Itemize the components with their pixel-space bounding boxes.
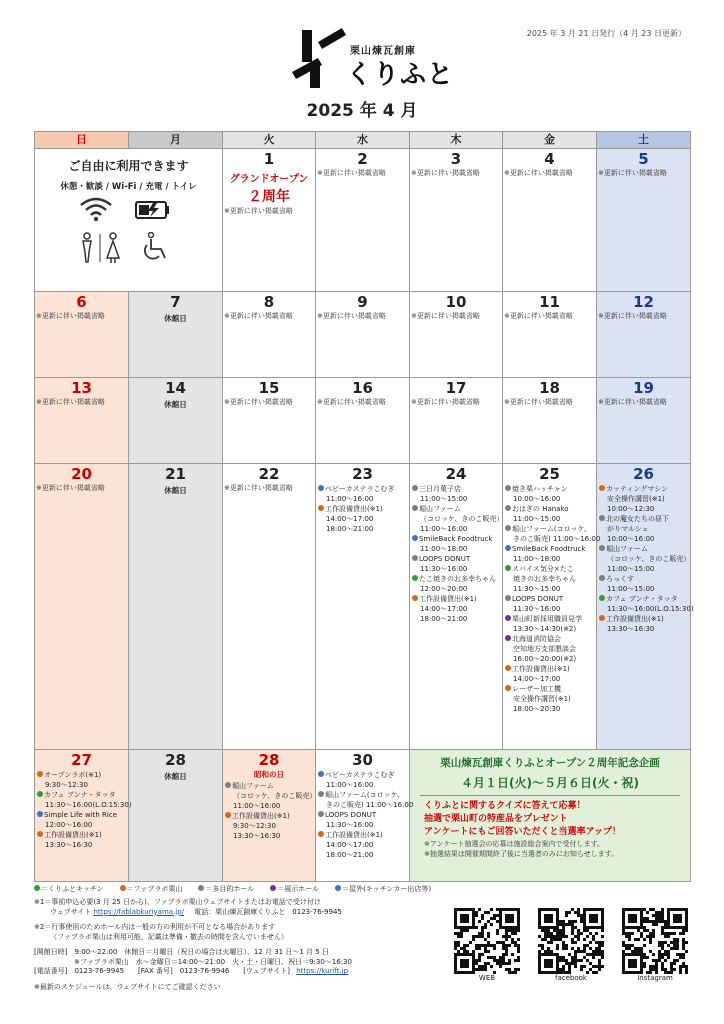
omitted-note: ※更新に伴い掲載省略 xyxy=(411,398,480,406)
day-number: 26 xyxy=(633,465,654,483)
omitted-note: ※更新に伴い掲載省略 xyxy=(36,398,105,406)
week-row-2 xyxy=(35,292,691,378)
promo-line-1: くりふとに関するクイズに答えて応募！ xyxy=(424,801,586,811)
venue-dot-icon xyxy=(505,565,511,571)
day-cell-8 xyxy=(223,292,316,378)
event-detail: 11:00～18:00 xyxy=(513,555,561,563)
omitted-note: ※更新に伴い掲載省略 xyxy=(598,398,667,406)
event-title: おはぎの Hanako xyxy=(505,504,595,514)
venue-dot-icon xyxy=(505,615,511,621)
event-title: 堀山ファーム xyxy=(599,544,689,554)
closed-label: 休館日 xyxy=(164,400,187,409)
event-title: 栗山町新採用職員見学 xyxy=(505,614,595,624)
free-use-amenities: 休憩・歓談 / Wi-Fi / 充電 / トイレ xyxy=(60,182,197,192)
omitted-note: ※更新に伴い掲載省略 xyxy=(411,169,480,177)
event-detail: きのこ販売) 11:00～16:00 xyxy=(513,535,601,543)
logo-subtitle: 栗山煉瓦創庫 xyxy=(350,46,416,57)
event-detail: 11:30～16:00 xyxy=(513,605,561,613)
promo-line-2: 抽選で栗山町の特産品をプレゼント xyxy=(424,814,568,824)
grand-open-label: グランドオープン xyxy=(229,174,309,185)
venue-dot-icon xyxy=(318,831,324,837)
venue-dot-icon xyxy=(505,665,511,671)
venue-dot-icon xyxy=(225,812,231,818)
event-detail: 11:00～16:00 xyxy=(326,495,374,503)
weekday-tue: 火 xyxy=(223,132,316,149)
venue-dot-icon xyxy=(318,811,324,817)
event-title: たこ焼きのお多幸ちゃん xyxy=(412,574,501,584)
free-use-panel xyxy=(35,149,223,292)
omitted-note: ※更新に伴い掲載省略 xyxy=(504,398,573,406)
event-detail: 11:00～15:00 xyxy=(607,585,655,593)
event-detail: 11:00～18:00 xyxy=(420,545,468,553)
omitted-note: ※更新に伴い掲載省略 xyxy=(317,398,386,406)
holiday-label: 昭和の日 xyxy=(254,770,284,779)
day-number: 28 xyxy=(258,751,280,769)
day-cell-20 xyxy=(35,464,129,750)
event-list xyxy=(410,483,502,624)
promo-title: 栗山煉瓦創庫くりふとオープン２周年記念企画 xyxy=(440,757,660,769)
legend-dot-icon xyxy=(34,885,40,891)
event-detail: きのこ販売) 11:00～16:00 xyxy=(326,801,414,809)
event-detail: 11:30～16:00(L.O.15:30) xyxy=(607,605,694,613)
event-detail: 14:00～17:00 xyxy=(420,605,468,613)
day-number: 7 xyxy=(170,293,181,311)
promo-note-2: ※抽選結果は開催期間終了後に当選者のみにお知らせします。 xyxy=(424,850,619,858)
anniversary-promo-panel xyxy=(410,750,691,882)
page-title: 2025 年 4 月 xyxy=(306,101,418,121)
event-detail: 焼きのお多幸ちゃん xyxy=(513,575,576,583)
event-detail: （コロッケ、きのこ販売） xyxy=(607,555,691,563)
qr-label: facebook xyxy=(555,974,587,982)
info-hours: [開館日時] 9:00～22:00 休館日＝月曜日（祝日の場合は火曜日）、12 月 31 日～1 月 5 日 xyxy=(34,948,329,956)
event-title: 工作設備貸出(※1) xyxy=(412,594,501,604)
event-title: オープンラボ(※1) xyxy=(37,770,127,780)
weekday-thu: 木 xyxy=(410,132,503,149)
venue-dot-icon xyxy=(412,595,418,601)
info-fablab-hours: ※ファブラボ栗山 水～金曜日＝14:00～21:00 火・土・日曜日、祝日＝9:30～16:30 xyxy=(74,957,352,966)
day-cell-10 xyxy=(410,292,503,378)
day-number: 19 xyxy=(633,379,654,397)
event-title: スパイス気分×たこ xyxy=(505,564,595,574)
venue-dot-icon xyxy=(599,615,605,621)
event-title: カフェ ブンナ・タッタ xyxy=(37,790,127,800)
day-cell-21 xyxy=(129,464,223,750)
footnote-website-label: ウェブサイト xyxy=(50,907,92,916)
event-detail: 11:30～16:00(L.O.15:30) xyxy=(45,801,132,809)
battery-icon xyxy=(135,200,171,220)
event-title: 焼き栗ハッチャン xyxy=(505,484,595,494)
event-title: 工作設備貸出(※1) xyxy=(318,830,408,840)
footnote-2: ※2＝行事使用のためホール内は一般の方の利用が不可となる場合があります xyxy=(34,923,276,931)
event-title: ベビーカステラこむぎ xyxy=(318,770,408,780)
promo-line-3: アンケートにもご回答いただくと当選率アップ！ xyxy=(424,827,621,837)
event-detail: 18:00～21:00 xyxy=(326,525,374,533)
footnote-1-contact xyxy=(34,908,454,918)
day-cell-4 xyxy=(503,149,597,292)
day-number: 30 xyxy=(352,751,373,769)
day-cell-12 xyxy=(597,292,691,378)
omitted-note: ※更新に伴い掲載省略 xyxy=(504,312,573,320)
event-title: 北海道消防協会 xyxy=(505,634,595,644)
event-detail: 13:30～16:30 xyxy=(45,841,93,849)
event-detail: がりマルシェ xyxy=(607,525,649,533)
event-title: 工作設備貸出(※1) xyxy=(505,664,595,674)
qr-code-icon xyxy=(622,908,688,974)
event-title: 工作設備貸出(※1) xyxy=(225,811,314,821)
legend-dot-icon xyxy=(198,885,204,891)
legend-item: ＝展示ホール xyxy=(270,885,319,893)
event-detail: 14:00～17:00 xyxy=(326,841,374,849)
venue-dot-icon xyxy=(599,545,605,551)
event-title: レーザー加工機 xyxy=(505,684,595,694)
event-title: 工作設備貸出(※1) xyxy=(599,614,689,624)
closed-label: 休館日 xyxy=(164,772,187,781)
day-number: 15 xyxy=(258,379,280,397)
legend-item: ＝屋外(キッチンカー出店等) xyxy=(335,885,431,893)
day-cell-25 xyxy=(503,464,601,750)
event-list xyxy=(316,483,409,534)
event-detail: （コロッケ、きのこ販売） xyxy=(233,792,317,800)
omitted-note: ※更新に伴い掲載省略 xyxy=(317,312,386,320)
qr-label: WEB xyxy=(478,974,496,982)
legend-dot-icon xyxy=(335,885,341,891)
issued-date: 2025 年 3 月 21 日発行（4 月 23 日更新） xyxy=(526,29,686,38)
event-detail: 9:30～12:30 xyxy=(233,822,276,830)
event-detail: 18:00～20:30 xyxy=(513,705,561,713)
event-detail: 16:00～20:00(※2) xyxy=(513,655,577,663)
venue-dot-icon xyxy=(412,505,418,511)
day-number: 27 xyxy=(71,751,92,769)
event-title: LOOPS DONUT xyxy=(412,554,501,564)
legend-dot-icon xyxy=(120,885,126,891)
event-title: 堀山ファーム(コロッケ、 xyxy=(318,790,408,800)
event-detail: 9:30～12:30 xyxy=(45,781,88,789)
day-cell-11 xyxy=(503,292,597,378)
weekday-sat: 土 xyxy=(597,132,691,149)
closed-label: 休館日 xyxy=(164,486,187,495)
day-number: 22 xyxy=(258,465,280,483)
event-detail: （コロッケ、きのこ販売） xyxy=(420,515,504,523)
venue-dot-icon xyxy=(412,555,418,561)
calendar-table xyxy=(34,131,694,882)
kurift-logo xyxy=(288,22,458,92)
day-number: 8 xyxy=(263,293,275,311)
day-number: 16 xyxy=(352,379,373,397)
day-cell-30 xyxy=(316,750,414,882)
omitted-note: ※更新に伴い掲載省略 xyxy=(317,169,386,177)
event-title: 堀山ファーム xyxy=(412,504,501,514)
event-detail: 10:00～16:00 xyxy=(607,535,655,543)
venue-dot-icon xyxy=(505,545,511,551)
venue-dot-icon xyxy=(412,575,418,581)
event-detail: 11:00～16:00 xyxy=(233,802,281,810)
venue-dot-icon xyxy=(599,485,605,491)
week-row-1 xyxy=(35,149,691,292)
promo-date: ４月１日(火)～５月６日(火・祝) xyxy=(461,776,639,790)
event-title: カッティングマシン xyxy=(599,484,689,494)
day-cell-6 xyxy=(35,292,129,378)
event-title: SmileBack Foodtruck xyxy=(505,544,595,554)
day-cell-26 xyxy=(597,464,694,750)
week-row-4 xyxy=(35,464,691,750)
wifi-icon xyxy=(79,196,113,222)
event-detail: 10:00～16:00 xyxy=(513,495,561,503)
day-number: 9 xyxy=(357,293,368,311)
event-title: ベビーカステラこむぎ xyxy=(318,484,408,494)
day-cell-1 xyxy=(223,149,316,292)
omitted-note: ※更新に伴い掲載省略 xyxy=(224,398,293,406)
omitted-note: ※更新に伴い掲載省略 xyxy=(598,312,667,320)
event-list xyxy=(503,483,601,714)
weekday-wed: 水 xyxy=(316,132,410,149)
venue-dot-icon xyxy=(505,635,511,641)
info-contact xyxy=(34,967,454,977)
day-cell-5 xyxy=(597,149,691,292)
event-title: LOOPS DONUT xyxy=(318,810,408,820)
event-title: 堀山ファーム(コロッケ、 xyxy=(505,524,595,534)
day-cell-15 xyxy=(223,378,316,464)
restroom-icon xyxy=(77,232,123,264)
omitted-note: ※更新に伴い掲載省略 xyxy=(36,484,105,492)
day-number: 3 xyxy=(450,150,462,168)
day-cell-18 xyxy=(503,378,597,464)
omitted-note: ※更新に伴い掲載省略 xyxy=(224,312,293,320)
event-detail: 11:30～16:00 xyxy=(420,565,468,573)
logo-title: くりふと xyxy=(346,60,455,90)
event-title: 堀山ファーム xyxy=(225,781,314,791)
event-detail: 安全操作講習(※1) xyxy=(607,495,665,503)
venue-dot-icon xyxy=(37,811,43,817)
free-use-title: ご自由に利用できます xyxy=(68,159,189,173)
day-number: 10 xyxy=(445,293,467,311)
venue-dot-icon xyxy=(37,791,43,797)
event-title: LOOPS DONUT xyxy=(505,594,595,604)
venue-dot-icon xyxy=(225,782,231,788)
day-number: 28 xyxy=(165,751,186,769)
weekday-mon: 月 xyxy=(129,132,223,149)
omitted-note: ※更新に伴い掲載省略 xyxy=(598,169,667,177)
day-cell-14 xyxy=(129,378,223,464)
day-cell-29 xyxy=(223,750,316,882)
promo-divider xyxy=(420,795,680,796)
event-detail: 12:00～16:00 xyxy=(45,821,93,829)
venue-dot-icon xyxy=(318,771,324,777)
day-number: 12 xyxy=(633,293,654,311)
qr-facebook[interactable] xyxy=(536,908,606,982)
omitted-note: ※更新に伴い掲載省略 xyxy=(224,207,293,215)
venue-dot-icon xyxy=(505,485,511,491)
venue-dot-icon xyxy=(505,505,511,511)
day-number: 6 xyxy=(76,293,87,311)
event-detail: 14:00～17:00 xyxy=(513,675,561,683)
event-title: ろっくす xyxy=(599,574,689,584)
day-number: 2 xyxy=(357,150,368,168)
footnote-phone: 電話：栗山煉瓦創庫くりふと 0123-76-9945 xyxy=(194,907,342,916)
qr-label: Instagram xyxy=(637,974,673,982)
event-title: 三日月菓子店 xyxy=(412,484,501,494)
day-number: 14 xyxy=(165,379,186,397)
day-cell-19 xyxy=(597,378,691,464)
day-number: 17 xyxy=(445,379,467,397)
event-list xyxy=(316,769,414,860)
fablab-link[interactable]: https://fablabkuriyama.jp/ xyxy=(93,907,185,916)
venue-dot-icon xyxy=(505,685,511,691)
venue-dot-icon xyxy=(37,831,43,837)
anniversary-label: ２周年 xyxy=(248,189,290,205)
event-detail: 安全操作講習(※1) xyxy=(513,695,571,703)
event-detail: 10:00～12:30 xyxy=(607,505,655,513)
legend-dot-icon xyxy=(270,885,276,891)
venue-dot-icon xyxy=(599,595,605,601)
venue-dot-icon xyxy=(318,485,324,491)
event-detail: 14:00～17:00 xyxy=(326,515,374,523)
wheelchair-icon xyxy=(141,232,169,262)
legend-item: ＝くりふとキッチン xyxy=(34,885,104,893)
closed-label: 休館日 xyxy=(164,314,187,323)
omitted-note: ※更新に伴い掲載省略 xyxy=(36,312,105,320)
day-number: 25 xyxy=(539,465,560,483)
event-detail: 13:30～16:30 xyxy=(233,832,281,840)
event-list xyxy=(35,769,132,850)
footnotes xyxy=(34,898,454,992)
event-detail: 11:00～15:00 xyxy=(513,515,561,523)
venue-dot-icon xyxy=(599,515,605,521)
day-cell-7 xyxy=(129,292,223,378)
day-number: 23 xyxy=(352,465,373,483)
day-number: 1 xyxy=(263,150,275,168)
day-number: 24 xyxy=(445,465,467,483)
day-number: 13 xyxy=(71,379,92,397)
event-detail: 11:30～16:00 xyxy=(326,821,374,829)
event-detail: 13:30～14:30(※2) xyxy=(513,625,577,633)
week-row-3 xyxy=(35,378,691,464)
day-cell-3 xyxy=(410,149,503,292)
venue-dot-icon xyxy=(599,575,605,581)
event-detail: 11:00～15:00 xyxy=(607,565,655,573)
day-number: 21 xyxy=(165,465,186,483)
kurift-link[interactable]: https://kurift.jp xyxy=(296,967,349,975)
venue-dot-icon xyxy=(505,595,511,601)
omitted-note: ※更新に伴い掲載省略 xyxy=(224,484,293,492)
day-cell-24 xyxy=(410,464,503,750)
event-title: 北の魔女たちの昼下 xyxy=(599,514,689,524)
event-list xyxy=(223,780,315,841)
day-cell-13 xyxy=(35,378,129,464)
event-list xyxy=(597,483,694,634)
venue-dot-icon xyxy=(412,485,418,491)
qr-code-icon xyxy=(454,908,520,974)
event-detail: 空知地方支部懇談会 xyxy=(513,645,576,653)
footnote-2-sub: （ファブラボ栗山は利用可能、記載は準備・撤去の時間を含んでいません） xyxy=(50,932,288,941)
day-number: 20 xyxy=(71,465,92,483)
promo-note-1: ※アンケート抽選会の応募は施設総合案内で受付します。 xyxy=(424,840,604,848)
event-detail: 18:00～21:00 xyxy=(326,851,374,859)
venue-dot-icon xyxy=(37,771,43,777)
day-number: 18 xyxy=(539,379,560,397)
info-contact-text: [電話番号] 0123-76-9945 [FAX 番号] 0123-76-9946 [ウェブサイト] xyxy=(34,967,290,975)
weekday-sun: 日 xyxy=(35,132,129,149)
event-title: 工作設備貸出(※1) xyxy=(318,504,408,514)
venue-dot-icon xyxy=(505,525,511,531)
venue-dot-icon xyxy=(412,535,418,541)
event-detail: 13:30～16:30 xyxy=(607,625,655,633)
venue-dot-icon xyxy=(318,505,324,511)
qr-instagram[interactable] xyxy=(620,908,690,982)
event-detail: 11:00～15:00 xyxy=(420,495,468,503)
qr-web[interactable] xyxy=(452,908,522,982)
day-cell-9 xyxy=(316,292,410,378)
weekday-fri: 金 xyxy=(503,132,597,149)
day-number: 11 xyxy=(539,293,560,311)
day-cell-16 xyxy=(316,378,410,464)
event-title: Simple Life with Rice xyxy=(37,810,127,820)
legend-item: ＝多目的ホール xyxy=(198,885,254,893)
day-number: 5 xyxy=(638,150,649,168)
day-cell-23 xyxy=(316,464,410,750)
qr-code-icon xyxy=(538,908,604,974)
weekday-header-row xyxy=(35,132,691,149)
footnote-latest: ※最新のスケジュールは、ウェブサイトにてご確認ください xyxy=(34,982,221,991)
event-detail: 12:00～20:00 xyxy=(420,585,468,593)
omitted-note: ※更新に伴い掲載省略 xyxy=(504,169,573,177)
day-number: 4 xyxy=(544,150,555,168)
event-title: カフェ ブンナ・タッタ xyxy=(599,594,689,604)
day-cell-27 xyxy=(35,750,132,882)
day-cell-28 xyxy=(129,750,223,882)
event-title: 工作設備貸出(※1) xyxy=(37,830,127,840)
color-legend xyxy=(34,884,447,894)
venue-dot-icon xyxy=(318,791,324,797)
footnote-1: ※1＝事前申込必要(3 月 25 日から)、ファブラボ栗山ウェブサイトまたはお電話で受け付け xyxy=(34,898,321,906)
week-row-5 xyxy=(35,750,691,882)
day-cell-2 xyxy=(316,149,410,292)
day-cell-22 xyxy=(223,464,316,750)
event-detail: 11:00～16:00 xyxy=(420,525,468,533)
omitted-note: ※更新に伴い掲載省略 xyxy=(411,312,480,320)
event-title: SmileBack Foodtruck xyxy=(412,534,501,544)
event-detail: 11:30～15:00 xyxy=(513,585,561,593)
event-detail: 11:00～16:00 xyxy=(326,781,374,789)
event-detail: 18:00～21:00 xyxy=(420,615,468,623)
legend-item: ＝ファブラボ栗山 xyxy=(120,885,183,893)
day-cell-17 xyxy=(410,378,503,464)
